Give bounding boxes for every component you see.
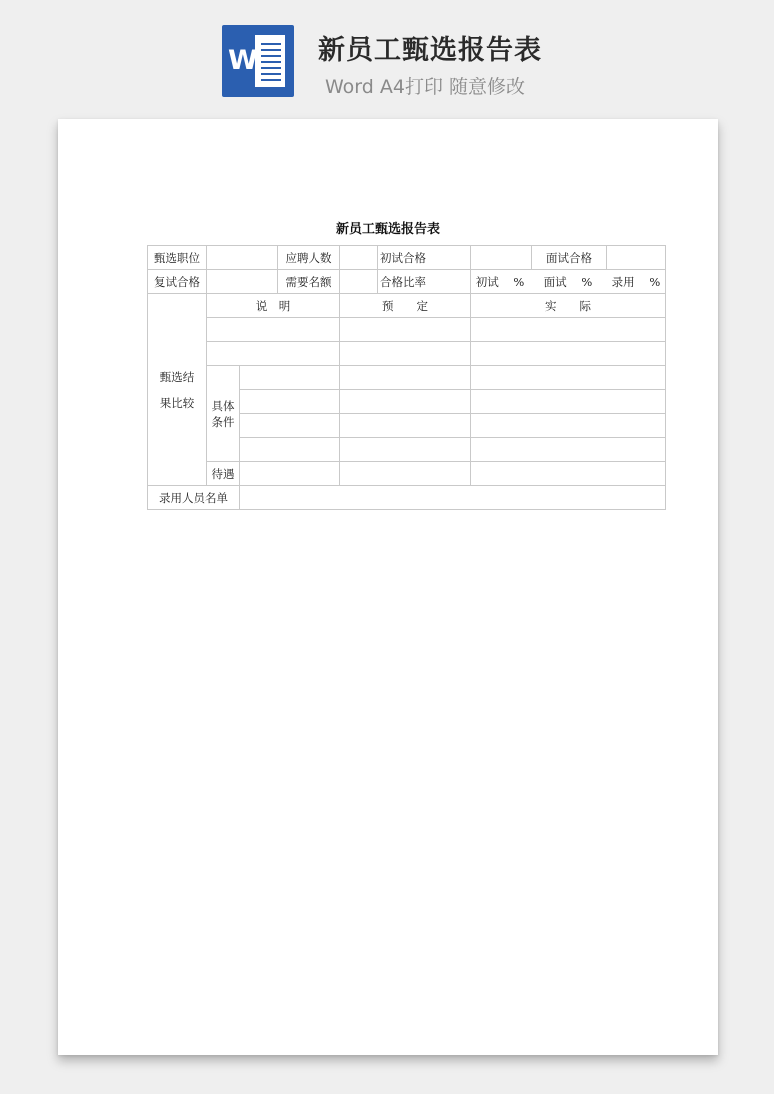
planned-cell[interactable]: [340, 318, 471, 342]
actual-cell[interactable]: [471, 318, 666, 342]
table-row: [148, 270, 666, 294]
condition-description-cell[interactable]: [240, 390, 340, 414]
interview-pass-value[interactable]: [607, 246, 666, 270]
ratio-hire-label: 录用: [611, 274, 635, 289]
initial-pass-value[interactable]: [471, 246, 532, 270]
description-cell[interactable]: [207, 318, 340, 342]
needed-value[interactable]: [340, 270, 378, 294]
hired-list-value[interactable]: [240, 486, 666, 510]
needed-label: 需要名额: [278, 270, 340, 294]
word-icon: [222, 25, 294, 97]
planned-cell[interactable]: [340, 414, 471, 438]
treatment-description-cell[interactable]: [240, 462, 340, 486]
position-label: 甄选职位: [148, 246, 207, 270]
initial-pass-label: 初试合格: [378, 246, 471, 270]
page-title: 新员工甄选报告表: [318, 35, 542, 66]
selection-report-table: [147, 245, 666, 510]
conditions-label: [207, 366, 240, 462]
retest-pass-label: 复试合格: [148, 270, 207, 294]
position-value[interactable]: [207, 246, 278, 270]
table-row: [148, 486, 666, 510]
condition-description-cell[interactable]: [240, 414, 340, 438]
condition-description-cell[interactable]: [240, 366, 340, 390]
conditions-label-line1: 具体: [211, 398, 235, 413]
table-row: [148, 462, 666, 486]
actual-cell[interactable]: [471, 390, 666, 414]
ratio-initial-percent: %: [513, 274, 525, 289]
description-cell[interactable]: [207, 342, 340, 366]
table-row: [148, 294, 666, 318]
actual-cell[interactable]: [471, 438, 666, 462]
column-header-planned: 预 定: [340, 294, 471, 318]
condition-description-cell[interactable]: [240, 438, 340, 462]
actual-cell[interactable]: [471, 414, 666, 438]
selection-result-label: [148, 294, 207, 486]
treatment-actual-cell[interactable]: [471, 462, 666, 486]
table-row: [148, 318, 666, 342]
table-row: [148, 246, 666, 270]
conditions-label-line2: 条件: [211, 414, 235, 429]
applicants-label: 应聘人数: [278, 246, 340, 270]
planned-cell[interactable]: [340, 438, 471, 462]
word-icon-letter: W: [228, 45, 258, 76]
ratio-interview-percent: %: [581, 274, 593, 289]
planned-cell[interactable]: [340, 342, 471, 366]
document-page: [58, 119, 718, 1055]
pass-ratio-label: 合格比率: [378, 270, 471, 294]
ratio-initial-label: 初试: [475, 274, 499, 289]
page-subtitle: Word A4打印 随意修改: [325, 76, 526, 98]
pass-ratio-values[interactable]: [471, 270, 666, 294]
applicants-value[interactable]: [340, 246, 378, 270]
page-header: [0, 0, 774, 110]
actual-cell[interactable]: [471, 366, 666, 390]
table-row: [148, 366, 666, 390]
ratio-interview-label: 面试: [543, 274, 567, 289]
table-row: [148, 342, 666, 366]
actual-cell[interactable]: [471, 342, 666, 366]
selection-result-label-line2: 果比较: [159, 395, 195, 410]
document-title: 新员工甄选报告表: [335, 222, 440, 237]
treatment-label: 待遇: [207, 462, 240, 486]
ratio-hire-percent: %: [649, 274, 661, 289]
column-header-description: 说 明: [207, 294, 340, 318]
planned-cell[interactable]: [340, 366, 471, 390]
planned-cell[interactable]: [340, 390, 471, 414]
interview-pass-label: 面试合格: [532, 246, 607, 270]
hired-list-label: 录用人员名单: [148, 486, 240, 510]
retest-pass-value[interactable]: [207, 270, 278, 294]
selection-result-label-line1: 甄选结: [159, 369, 195, 384]
treatment-planned-cell[interactable]: [340, 462, 471, 486]
column-header-actual: 实 际: [471, 294, 666, 318]
